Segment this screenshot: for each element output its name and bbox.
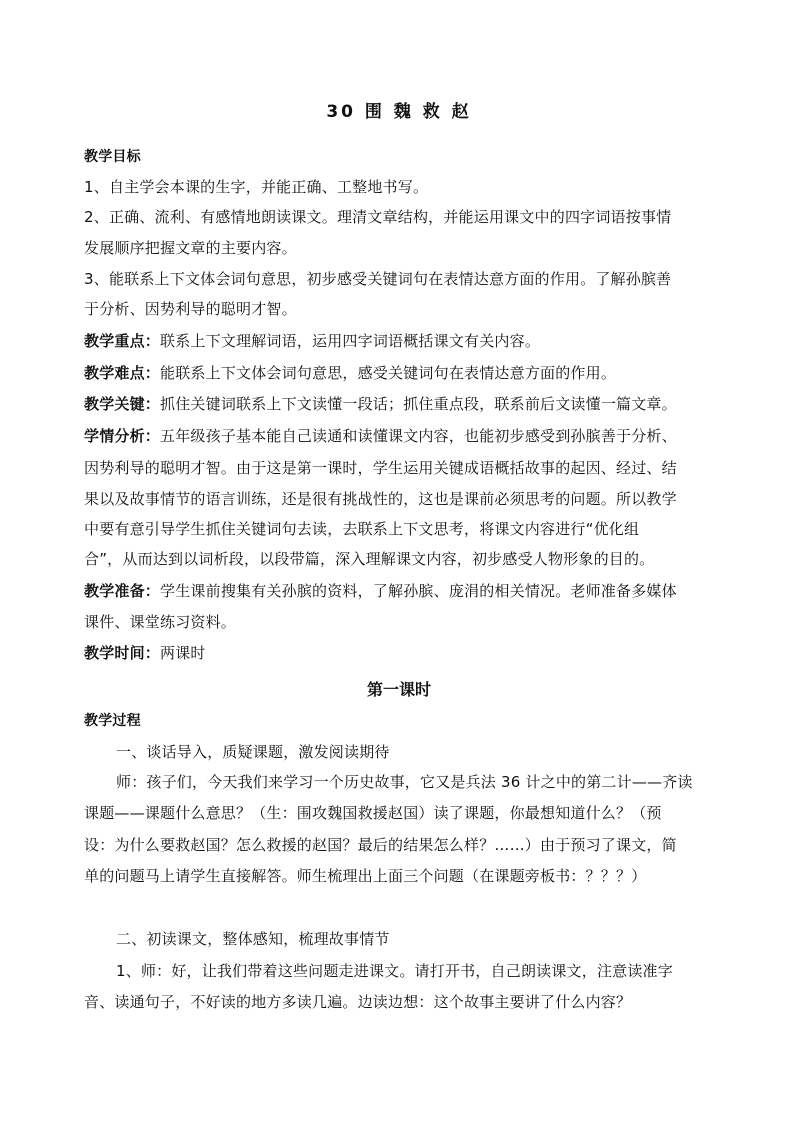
process-heading: 教学过程: [84, 713, 141, 729]
key-points-label: 教学重点：: [84, 332, 161, 350]
goal-line: 1、自主学会本课的生字，并能正确、工整地书写。: [84, 178, 429, 196]
key-label: 教学关键：: [84, 395, 161, 413]
time-text: 两课时: [160, 644, 206, 662]
analysis-line: 果以及故事情节的语言训练，还是很有挑战性的，这也是课前必须思考的问题。所以教学: [84, 490, 677, 508]
difficulties-text: 能联系上下文体会词句意思，感受关键词句在表情达意方面的作用。: [160, 364, 617, 382]
goal-line: 2、正确、流利、有感情地朗读课文。理清文章结构，并能运用课文中的四字词语按事情: [84, 208, 672, 226]
analysis-label: 学情分析：: [84, 427, 161, 445]
analysis-text: 五年级孩子基本能自己读通和读懂课文内容，也能初步感受到孙膑善于分析、: [160, 427, 677, 445]
key-text: 抓住关键词联系上下文读懂一段话；抓住重点段，联系前后文读懂一篇文章。: [160, 395, 677, 413]
key-points-text: 联系上下文理解词语，运用四字词语概括课文有关内容。: [160, 332, 541, 350]
analysis-line: [84, 425, 714, 447]
step2-line: 1、师：好，让我们带着这些问题走进课文。请打开书，自己朗读课文，注意读准字: [116, 962, 673, 980]
goal-line: 3、能联系上下文体会词句意思，初步感受关键词句在表情达意方面的作用。了解孙膑善: [84, 270, 672, 288]
lesson-heading: 第一课时: [366, 680, 431, 699]
step1-line: 课题——课题什么意思？（生：围攻魏国救援赵国）读了课题，你最想知道什么？（预: [84, 804, 662, 822]
preparation-line: 课件、课堂练习资料。: [84, 613, 237, 631]
analysis-line: 合”，从而达到以词析段，以段带篇，深入理解课文内容，初步感受人物形象的目的。: [84, 550, 655, 568]
analysis-line: 因势利导的聪明才智。由于这是第一课时，学生运用关键成语概括故事的起因、经过、结: [84, 459, 677, 477]
preparation-line: [84, 580, 714, 602]
page-title: 30 围 魏 救 赵: [326, 102, 472, 122]
goals-heading: 教学目标: [84, 149, 141, 165]
step2-line: 音、读通句子，不好读的地方多读几遍。边读边想：这个故事主要讲了什么内容？: [84, 993, 632, 1011]
step1-line: 设：为什么要救赵国？怎么救援的赵国？最后的结果怎么样？……）由于预习了课文，简: [84, 836, 677, 854]
difficulties-label: 教学难点：: [84, 364, 161, 382]
step1-line: 师：孩子们，今天我们来学习一个历史故事，它又是兵法 36 计之中的第二计——齐读: [116, 773, 693, 791]
analysis-line: 中要有意引导学生抓住关键词句去读，去联系上下文思考，将课文内容进行“优化组: [84, 520, 640, 538]
step1-line: 单的问题马上请学生直接解答。师生梳理出上面三个问题（在课题旁板书：？？？）: [84, 867, 647, 885]
preparation-text: 学生课前搜集有关孙膑的资料，了解孙膑、庞涓的相关情况。老师准备多媒体: [160, 582, 677, 600]
step2-heading: 二、初读课文，整体感知，梳理故事情节: [116, 930, 390, 948]
time-line: [84, 642, 714, 664]
key-points-line: [84, 330, 714, 352]
preparation-label: 教学准备：: [84, 582, 161, 600]
step1-heading: 一、谈话导入，质疑课题，激发阅读期待: [116, 743, 390, 761]
time-label: 教学时间：: [84, 644, 161, 662]
key-line: [84, 393, 714, 415]
difficulties-line: [84, 362, 714, 384]
goal-line: 于分析、因势利导的聪明才智。: [84, 300, 297, 318]
goal-line: 发展顺序把握文章的主要内容。: [84, 239, 297, 257]
